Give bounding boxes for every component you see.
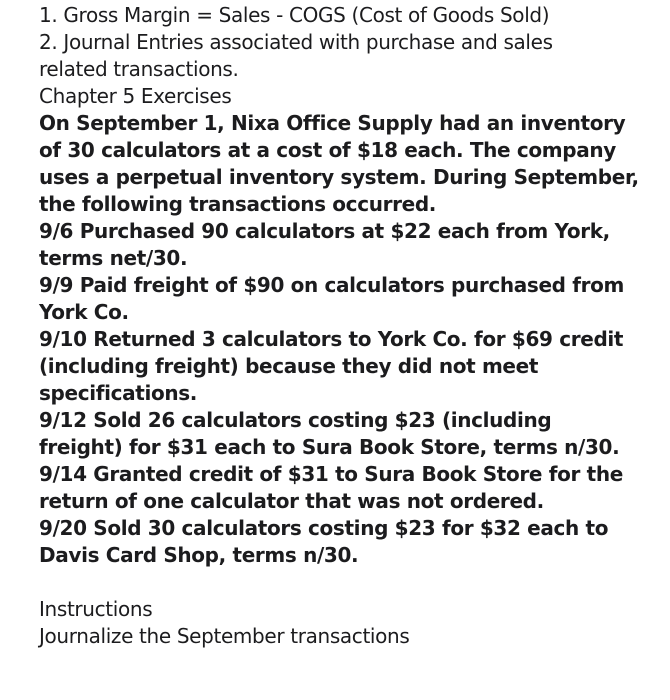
transaction-item	[39, 515, 663, 569]
transaction-line: terms net/30.	[39, 246, 188, 270]
chapter-heading: Chapter 5 Exercises	[39, 84, 232, 108]
transaction-item	[39, 326, 663, 407]
transaction-line: specifications.	[39, 381, 198, 405]
transaction-item	[39, 461, 663, 515]
journal-entries-line: 2. Journal Entries associated with purchase and sales	[39, 30, 553, 54]
transaction-line: 9/12 Sold 26 calculators costing $23 (including	[39, 408, 552, 432]
blank-line	[39, 569, 663, 596]
transaction-item	[39, 272, 663, 326]
scenario-line: On September 1, Nixa Office Supply had an inventory	[39, 111, 626, 135]
transaction-line: (including freight) because they did not meet	[39, 354, 539, 378]
transaction-item	[39, 407, 663, 461]
transaction-line: 9/20 Sold 30 calculators costing $23 for $32 each to	[39, 516, 609, 540]
scenario-line: the following transactions occurred.	[39, 192, 437, 216]
transaction-line: freight) for $31 each to Sura Book Store, terms n/30.	[39, 435, 620, 459]
transaction-line: 9/10 Returned 3 calculators to York Co. for $69 credit	[39, 327, 624, 351]
scenario-paragraph	[39, 110, 663, 218]
transaction-line: Davis Card Shop, terms n/30.	[39, 543, 359, 567]
journal-entries-line-continued: related transactions.	[39, 57, 239, 81]
transaction-line: 9/14 Granted credit of $31 to Sura Book Store for the	[39, 462, 623, 486]
transaction-item	[39, 218, 663, 272]
gross-margin-line: 1. Gross Margin = Sales - COGS (Cost of Goods Sold)	[39, 3, 550, 27]
transaction-list	[39, 218, 663, 569]
instructions-text: Journalize the September transactions	[39, 624, 410, 648]
transaction-line: return of one calculator that was not ordered.	[39, 489, 544, 513]
scenario-line: uses a perpetual inventory system. During September,	[39, 165, 639, 189]
scenario-line: of 30 calculators at a cost of $18 each. The company	[39, 138, 616, 162]
transaction-line: York Co.	[39, 300, 129, 324]
instructions-heading: Instructions	[39, 597, 153, 621]
transaction-line: 9/9 Paid freight of $90 on calculators purchased from	[39, 273, 625, 297]
document-body	[39, 2, 663, 650]
transaction-line: 9/6 Purchased 90 calculators at $22 each from York,	[39, 219, 610, 243]
